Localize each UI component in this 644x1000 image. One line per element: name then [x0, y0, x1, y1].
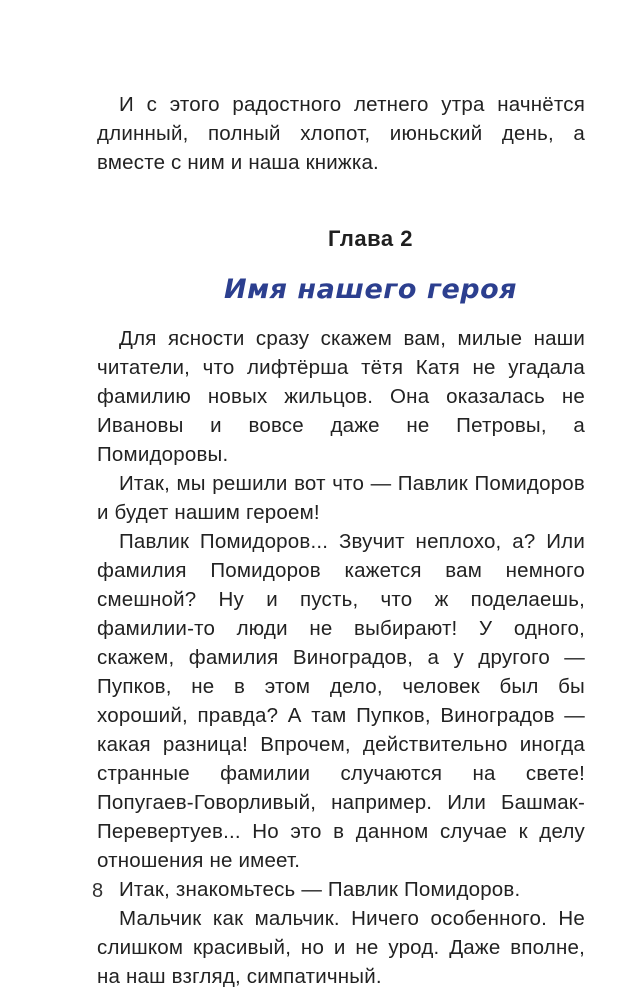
paragraph: Павлик Помидоров... Звучит неплохо, а? Или фамилия Помидоров кажется вам немного смешной? Ну и пусть, что ж поделаешь, фамилии-то люди не выбирают! У одного, скажем, фамилия Виноградов, а у другого — Пупков, не в этом дело, человек был бы хороший, правда? А там Пупков, Виноградов — какая разница! Впрочем, действительно иногда странные фамилии случаются на свете! Попугаев-Говорливый, например. Или Башмак-Перевертуев... Но это в данном случае к делу отношения не имеет. — [97, 530, 585, 872]
intro-text — [97, 90, 585, 177]
page-number: 8 — [92, 880, 104, 902]
paragraph: Мальчик как мальчик. Ничего особенного. Не слишком красивый, но и не урод. Даже вполне, на наш взгляд, симпатичный. — [97, 907, 585, 988]
intro-paragraph: И с этого радостного летнего утра начнётся длинный, полный хлопот, июньский день, а вместе с ним и наша книжка. — [97, 93, 585, 174]
paragraph: Итак, знакомьтесь — Павлик Помидоров. — [119, 878, 521, 901]
chapter-number: Глава 2 — [328, 226, 413, 251]
chapter-body — [97, 324, 585, 991]
paragraph: Итак, мы решили вот что — Павлик Помидоров и будет нашим героем! — [97, 472, 585, 524]
chapter-title: Имя нашего героя — [224, 274, 517, 305]
paragraph: Для ясности сразу скажем вам, милые наши читатели, что лифтёрша тётя Катя не угадала фамилию новых жильцов. Она оказалась не Ивановы и вовсе даже не Петровы, а Помидоровы. — [97, 327, 585, 466]
